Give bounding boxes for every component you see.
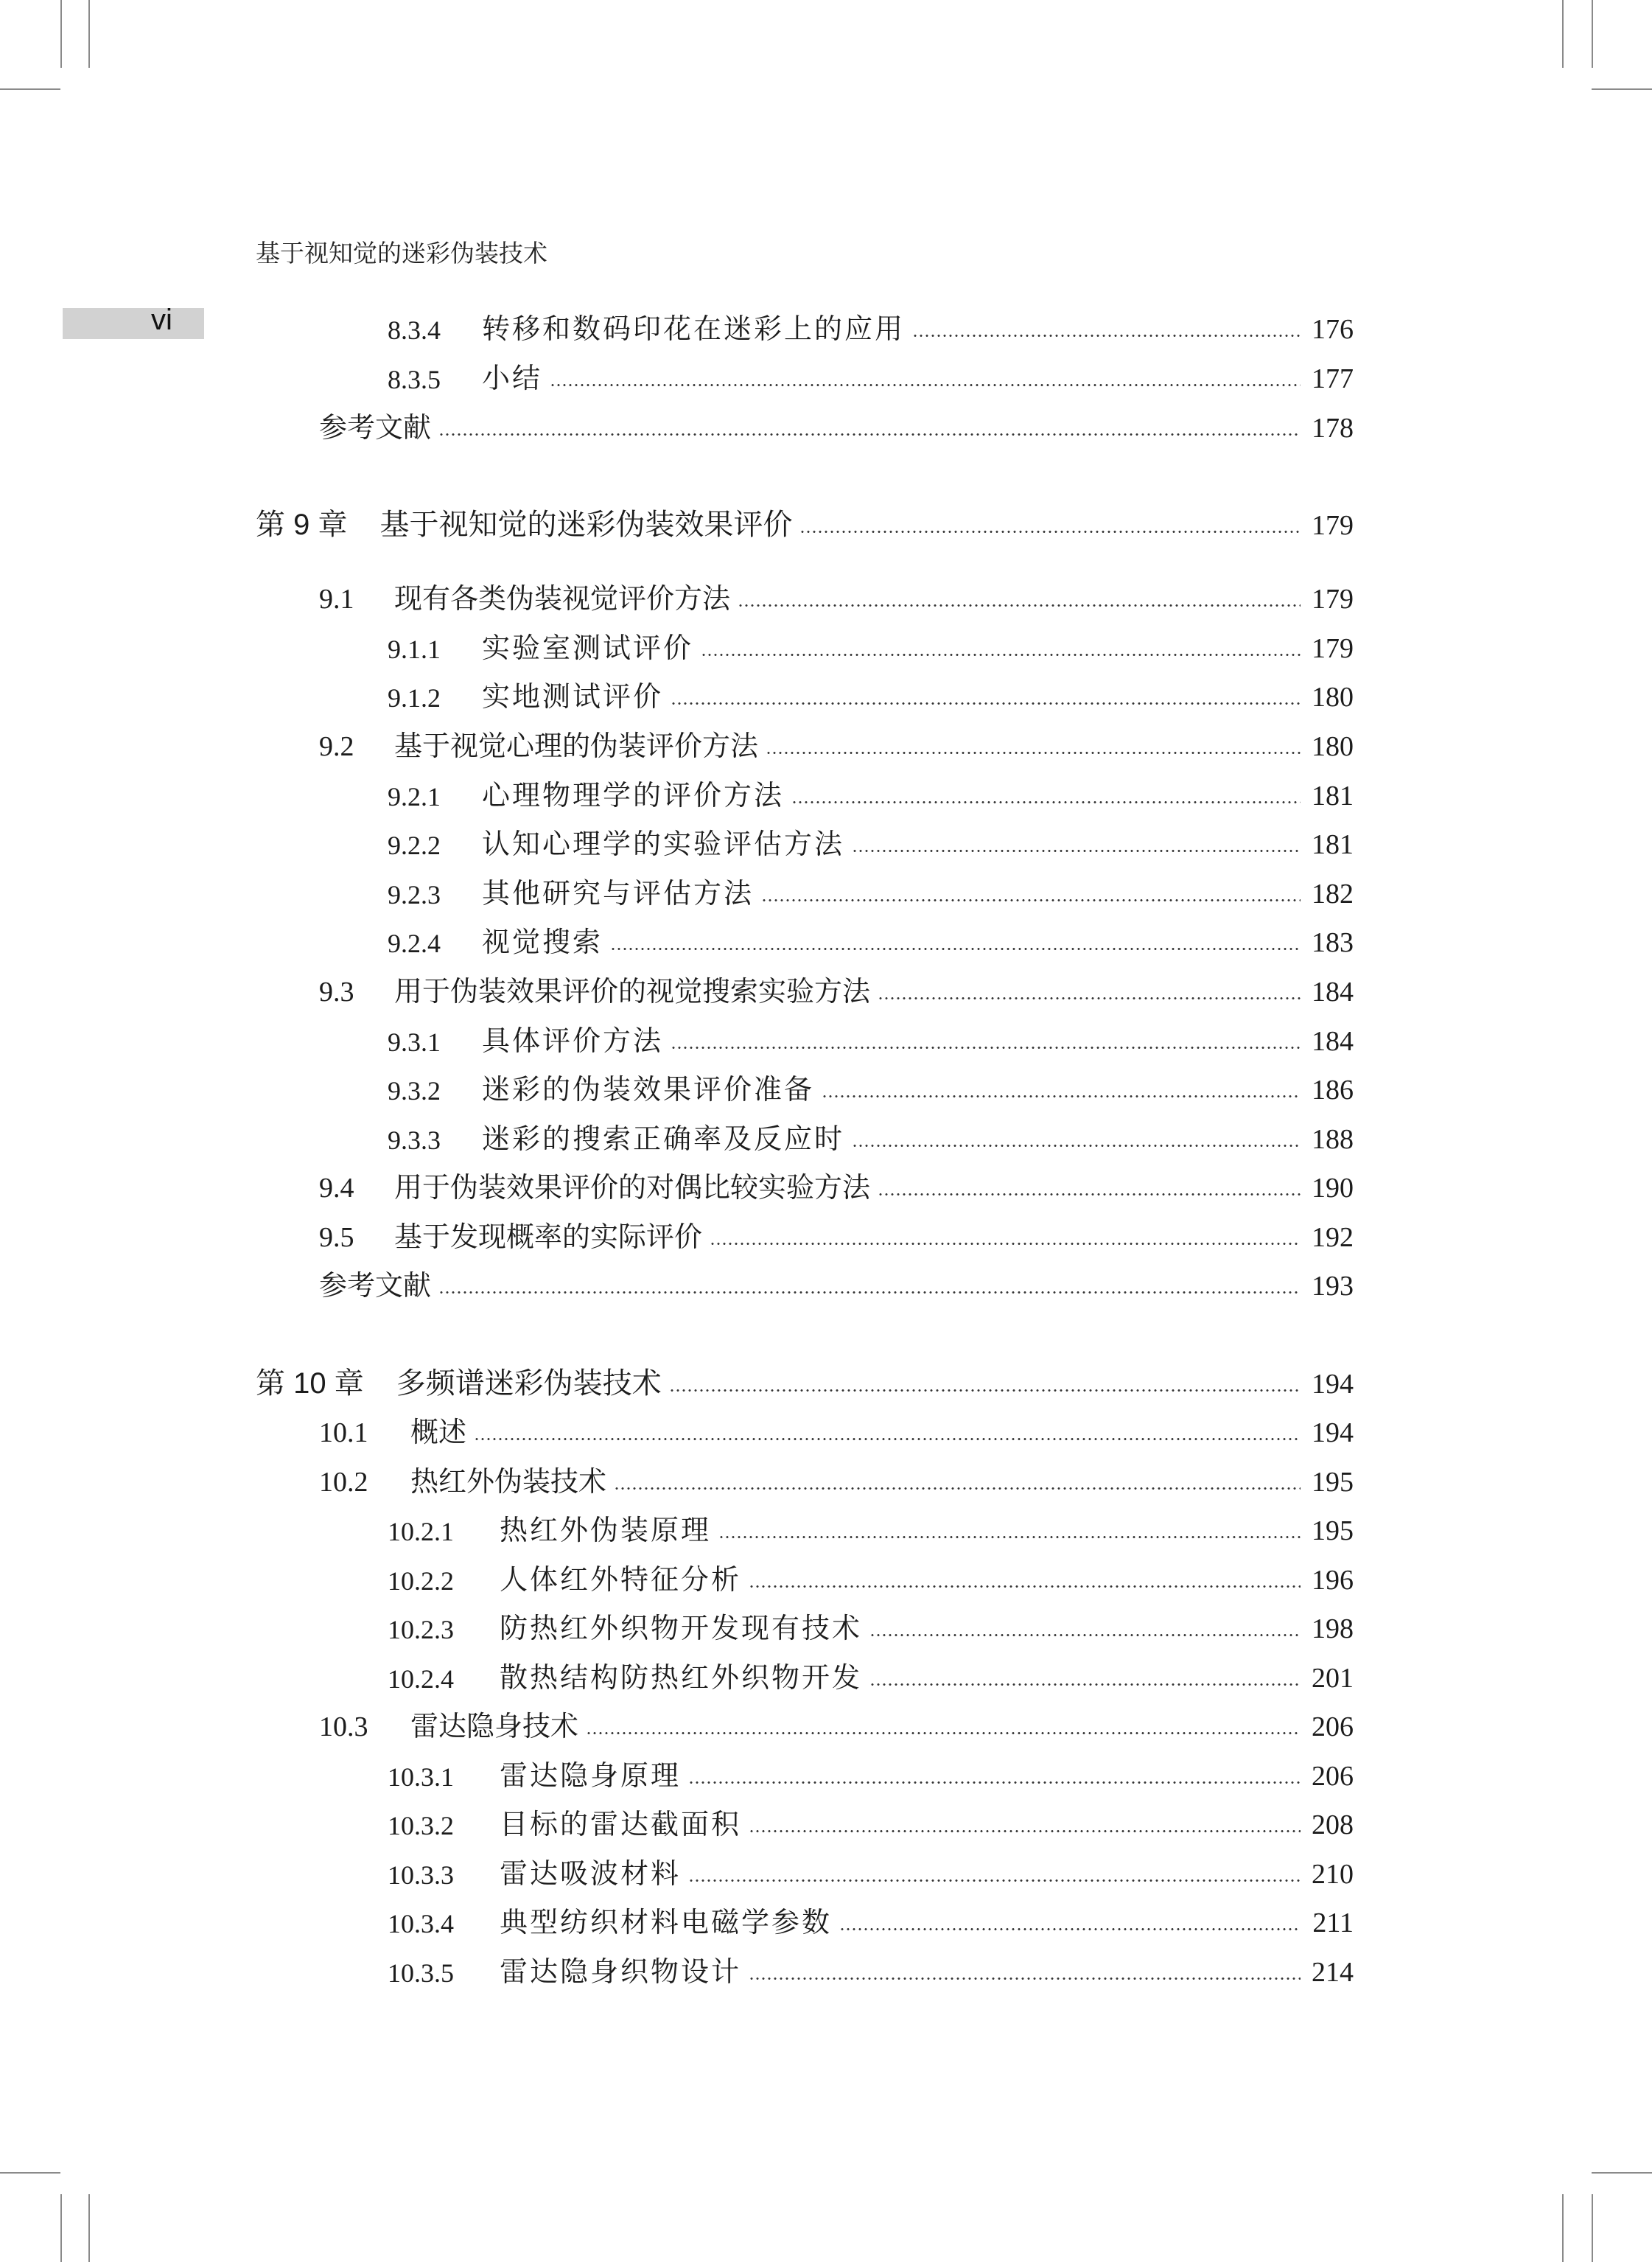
toc-title: 转移和数码印花在迷彩上的应用 — [482, 314, 906, 345]
toc-title: 人体红外特征分析 — [500, 1565, 742, 1596]
toc-page: 188 — [1312, 1124, 1354, 1155]
toc-number: 10.2.3 — [388, 1615, 454, 1644]
toc-number: 8.3.4 — [388, 315, 441, 345]
toc-page: 194 — [1312, 1369, 1354, 1400]
page-number: vi — [151, 304, 172, 336]
toc-title: 多频谱迷彩伪装技术 — [396, 1367, 662, 1400]
crop-mark — [0, 2172, 60, 2174]
toc-title: 认知心理学的实验评估方法 — [482, 829, 845, 860]
toc-number: 9.1 — [319, 584, 354, 615]
toc-title: 典型纺织材料电磁学参数 — [500, 1907, 833, 1938]
toc-subsection — [388, 1897, 1354, 1937]
toc-page: 184 — [1312, 977, 1354, 1008]
toc-page: 178 — [1312, 413, 1354, 444]
toc-number: 9.2.4 — [388, 929, 441, 958]
toc-title: 参考文献 — [319, 413, 432, 444]
dot-leader — [878, 997, 1301, 999]
toc-page: 182 — [1312, 879, 1354, 910]
dot-leader — [688, 1879, 1301, 1882]
toc-title: 用于伪装效果评价的视觉搜索实验方法 — [394, 977, 871, 1008]
toc-number: 9.5 — [319, 1222, 354, 1253]
toc-chapter-number: 第 10 章 — [256, 1367, 364, 1400]
toc-number: 10.1 — [319, 1417, 368, 1448]
toc-number: 10.2.4 — [388, 1664, 454, 1694]
dot-leader — [586, 1732, 1301, 1734]
crop-mark — [0, 88, 60, 90]
toc-page: 184 — [1312, 1026, 1354, 1057]
toc-chapter-number: 第 9 章 — [256, 509, 348, 541]
running-head: 基于视知觉的迷彩伪装技术 — [256, 240, 547, 267]
toc-title: 基于视觉心理的伪装评价方法 — [394, 731, 759, 762]
toc-title: 具体评价方法 — [482, 1026, 664, 1057]
toc-page: 192 — [1312, 1222, 1354, 1253]
toc-subsection — [388, 1947, 1354, 1986]
toc-section — [319, 1162, 1354, 1202]
toc-subsection — [388, 1603, 1354, 1643]
dot-leader — [701, 654, 1301, 656]
toc-page: 195 — [1312, 1467, 1354, 1498]
toc-page: 193 — [1312, 1271, 1354, 1302]
dot-leader — [688, 1781, 1301, 1784]
toc-subsection — [388, 1064, 1354, 1104]
toc-title: 参考文献 — [319, 1271, 432, 1302]
crop-mark — [1562, 2194, 1564, 2262]
toc-number: 10.3 — [319, 1711, 368, 1742]
toc-page: 190 — [1312, 1173, 1354, 1204]
toc-subsection — [388, 1799, 1354, 1839]
crop-mark — [60, 2194, 62, 2262]
toc-page: 201 — [1312, 1663, 1354, 1694]
toc-page: 195 — [1312, 1515, 1354, 1546]
crop-mark — [88, 0, 90, 68]
toc-number: 8.3.5 — [388, 365, 441, 394]
dot-leader — [438, 1291, 1301, 1294]
dot-leader — [869, 1634, 1301, 1636]
toc-subsection — [388, 1750, 1354, 1790]
dot-leader — [614, 1487, 1301, 1490]
toc-number: 9.2.2 — [388, 831, 441, 860]
toc-section — [319, 966, 1354, 1006]
toc-subsection — [388, 1554, 1354, 1594]
toc-title: 热红外伪装原理 — [500, 1515, 712, 1546]
crop-mark — [1592, 0, 1593, 68]
toc-title: 基于视知觉的迷彩伪装效果评价 — [379, 509, 793, 541]
dot-leader — [718, 1536, 1301, 1538]
dot-leader — [749, 1830, 1301, 1832]
dot-leader — [749, 1585, 1301, 1588]
toc-page: 183 — [1312, 927, 1354, 958]
crop-mark — [1592, 2194, 1593, 2262]
toc-page: 176 — [1312, 314, 1354, 345]
toc-section — [319, 1212, 1354, 1252]
toc-subsection — [388, 1505, 1354, 1545]
dot-leader — [438, 433, 1301, 436]
toc-title: 热红外伪装技术 — [410, 1467, 607, 1498]
toc-section — [319, 573, 1354, 613]
toc-page: 194 — [1312, 1417, 1354, 1448]
toc-subsection — [388, 671, 1354, 711]
toc-subsection — [388, 819, 1354, 859]
crop-mark — [1592, 2172, 1652, 2174]
toc-section — [319, 1701, 1354, 1741]
toc-number: 9.1.2 — [388, 683, 441, 713]
toc-page: 214 — [1312, 1957, 1354, 1988]
toc-title: 用于伪装效果评价的对偶比较实验方法 — [394, 1173, 871, 1204]
toc-chapter — [256, 500, 1354, 540]
toc-page: 181 — [1312, 781, 1354, 811]
toc-number: 10.3.2 — [388, 1811, 454, 1840]
toc-page: 210 — [1312, 1859, 1354, 1890]
toc-page: 186 — [1312, 1075, 1354, 1106]
toc-subsection — [388, 353, 1354, 393]
dot-leader — [474, 1438, 1301, 1440]
toc-title: 雷达吸波材料 — [500, 1859, 682, 1890]
crop-mark — [60, 0, 62, 68]
toc-section — [319, 1456, 1354, 1496]
toc-section — [319, 721, 1354, 761]
toc-number: 9.2 — [319, 731, 354, 762]
toc-subsection — [388, 1652, 1354, 1692]
toc-number: 9.1.1 — [388, 635, 441, 664]
dot-leader — [822, 1095, 1301, 1097]
toc-title: 散热结构防热红外织物开发 — [500, 1663, 863, 1694]
toc-title: 迷彩的伪装效果评价准备 — [482, 1075, 815, 1106]
toc-number: 10.3.4 — [388, 1909, 454, 1938]
dot-leader — [878, 1193, 1301, 1195]
toc-page: 206 — [1312, 1761, 1354, 1792]
dot-leader — [839, 1928, 1301, 1930]
toc-title: 小结 — [482, 363, 543, 394]
toc-subsection — [388, 917, 1354, 957]
toc-chapter — [256, 1358, 1354, 1398]
dot-leader — [738, 604, 1301, 607]
toc-title: 雷达隐身技术 — [410, 1711, 579, 1742]
toc-title: 目标的雷达截面积 — [500, 1809, 742, 1840]
toc-page: 180 — [1312, 731, 1354, 762]
toc-page: 196 — [1312, 1565, 1354, 1596]
dot-leader — [671, 702, 1301, 705]
dot-leader — [669, 1389, 1301, 1392]
toc-page: 198 — [1312, 1613, 1354, 1644]
dot-leader — [869, 1683, 1301, 1686]
toc-subsection — [388, 623, 1354, 663]
toc-title: 雷达隐身原理 — [500, 1761, 682, 1792]
toc-title: 实地测试评价 — [482, 682, 664, 713]
toc-subsection — [388, 304, 1354, 343]
toc-references — [319, 1260, 1354, 1300]
toc-page: 180 — [1312, 682, 1354, 713]
toc-number: 9.2.3 — [388, 880, 441, 910]
toc-number: 10.3.3 — [388, 1860, 454, 1890]
toc-number: 9.3 — [319, 977, 354, 1008]
toc-title: 概述 — [410, 1417, 467, 1448]
toc-number: 10.2.1 — [388, 1517, 454, 1546]
toc-page: 179 — [1312, 510, 1354, 541]
toc-page: 208 — [1312, 1809, 1354, 1840]
toc-page: 179 — [1312, 633, 1354, 664]
toc-page: 211 — [1312, 1907, 1354, 1938]
toc-number: 10.2 — [319, 1467, 368, 1498]
dot-leader — [610, 948, 1301, 950]
toc-title: 防热红外织物开发现有技术 — [500, 1613, 863, 1644]
dot-leader — [766, 752, 1301, 754]
toc-number: 9.3.3 — [388, 1125, 441, 1155]
dot-leader — [761, 899, 1301, 901]
page-number-tab — [63, 308, 204, 339]
toc-title: 迷彩的搜索正确率及反应时 — [482, 1124, 845, 1155]
toc-title: 现有各类伪装视觉评价方法 — [394, 584, 731, 615]
toc-number: 9.3.1 — [388, 1027, 441, 1057]
dot-leader — [791, 801, 1301, 803]
toc-subsection — [388, 1114, 1354, 1153]
toc-number: 9.2.1 — [388, 782, 441, 811]
toc-page: 177 — [1312, 363, 1354, 394]
toc-subsection — [388, 1016, 1354, 1055]
crop-mark — [1592, 88, 1652, 90]
dot-leader — [852, 850, 1301, 852]
toc-title: 雷达隐身织物设计 — [500, 1957, 742, 1988]
toc-title: 心理物理学的评价方法 — [482, 781, 785, 811]
toc-title: 基于发现概率的实际评价 — [394, 1222, 703, 1253]
toc-page: 179 — [1312, 584, 1354, 615]
dot-leader — [749, 1977, 1301, 1980]
crop-mark — [88, 2194, 90, 2262]
dot-leader — [710, 1243, 1301, 1245]
dot-leader — [671, 1047, 1301, 1049]
toc-title: 视觉搜索 — [482, 927, 603, 958]
toc-number: 9.4 — [319, 1173, 354, 1204]
dot-leader — [912, 335, 1301, 337]
toc-references — [319, 402, 1354, 442]
toc-subsection — [388, 868, 1354, 908]
dot-leader — [852, 1145, 1301, 1147]
toc-title: 实验室测试评价 — [482, 633, 694, 664]
crop-mark — [1562, 0, 1564, 68]
toc-number: 10.2.2 — [388, 1566, 454, 1596]
toc-number: 10.3.5 — [388, 1958, 454, 1988]
toc-number: 10.3.1 — [388, 1762, 454, 1792]
dot-leader — [799, 531, 1301, 533]
toc-number: 9.3.2 — [388, 1076, 441, 1106]
dot-leader — [550, 384, 1301, 386]
toc-title: 其他研究与评估方法 — [482, 879, 755, 910]
toc-section — [319, 1407, 1354, 1447]
toc-page: 181 — [1312, 829, 1354, 860]
toc-subsection — [388, 770, 1354, 810]
toc-subsection — [388, 1849, 1354, 1888]
toc-page: 206 — [1312, 1711, 1354, 1742]
